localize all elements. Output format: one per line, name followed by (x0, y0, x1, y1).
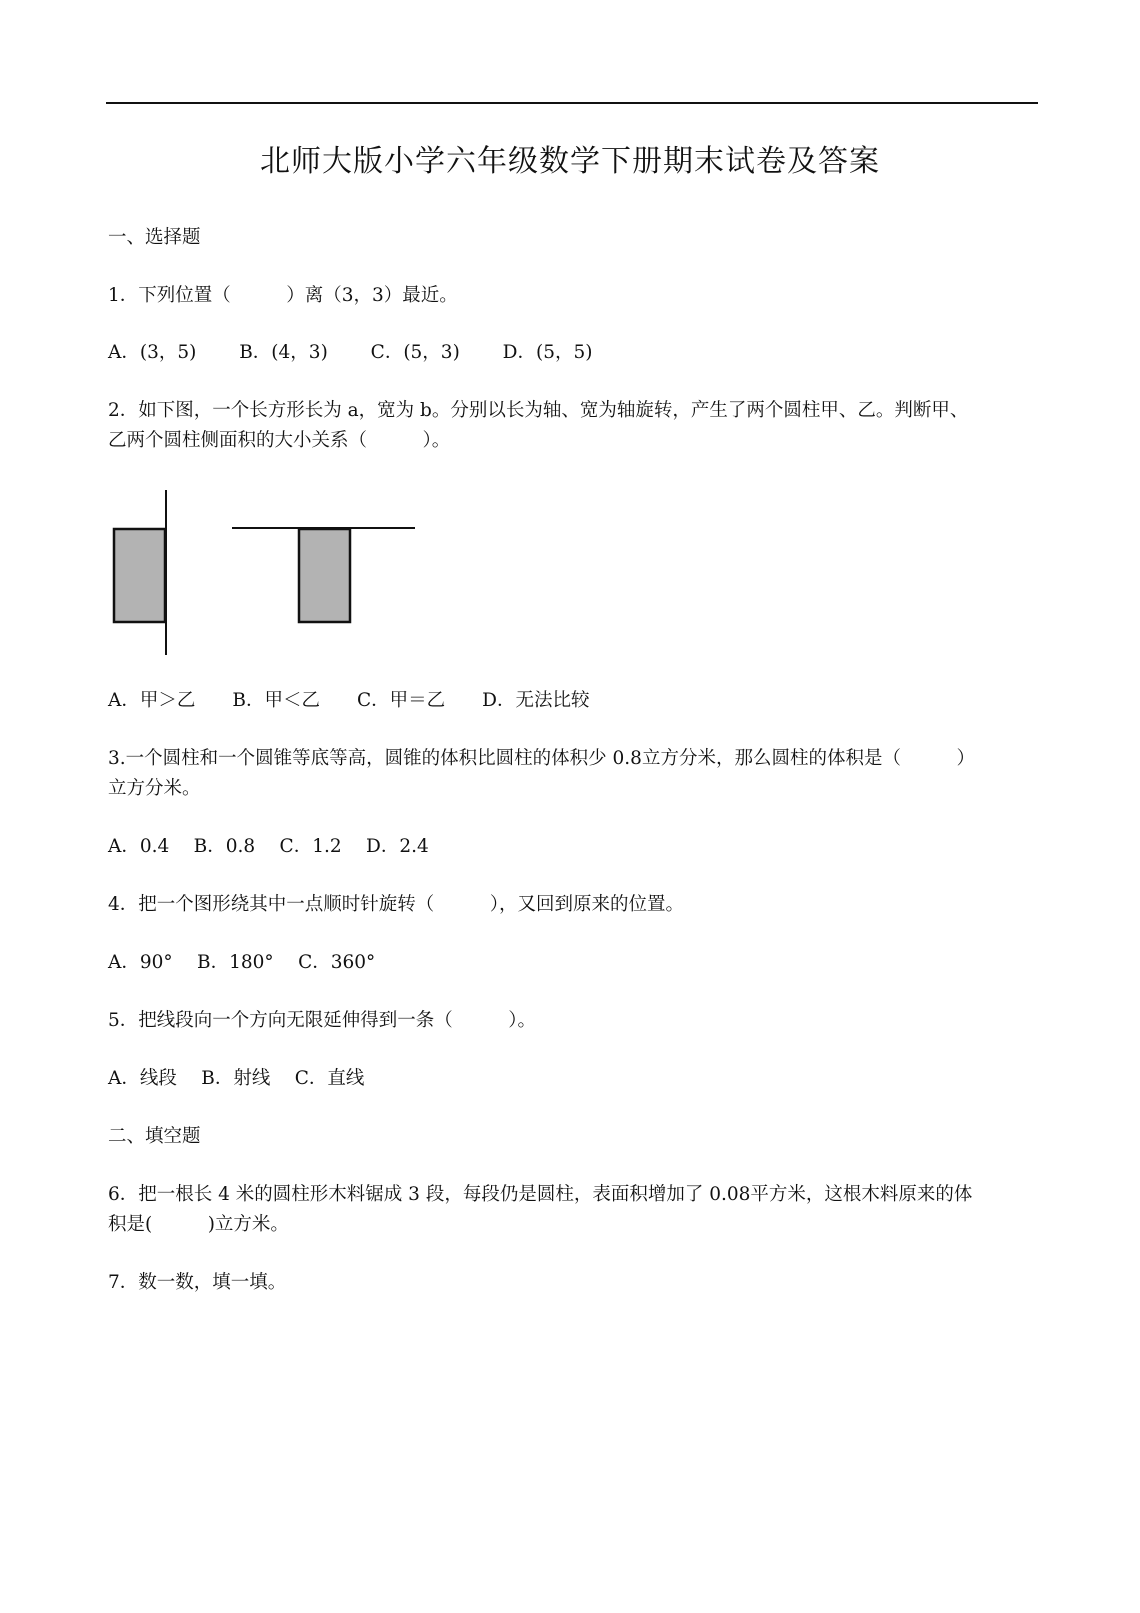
question-7-stem: 7．数一数，填一填。 (108, 1272, 287, 1293)
question-5-options: A．线段 B．射线 C．直线 (108, 1068, 365, 1089)
header-rule (106, 102, 1038, 104)
rotation-figure (108, 490, 428, 660)
question-3-options: A．0.4 B．0.8 C．1.2 D．2.4 (108, 836, 429, 857)
question-6-stem-line1: 6．把一根长 4 米的圆柱形木料锯成 3 段，每段仍是圆柱，表面积增加了 0.08平方米，这根木料原来的体 (108, 1184, 973, 1205)
question-2-options: A．甲＞乙 B．甲＜乙 C．甲＝乙 D．无法比较 (108, 690, 590, 711)
question-2-stem-line2: 乙两个圆柱侧面积的大小关系（ ）。 (108, 430, 451, 451)
question-4-stem: 4．把一个图形绕其中一点顺时针旋转（ ），又回到原来的位置。 (108, 894, 685, 915)
question-1-stem: 1．下列位置（ ）离（3，3）最近。 (108, 285, 458, 306)
question-4-options: A．90° B．180° C．360° (108, 952, 376, 973)
section-heading-choice: 一、选择题 (108, 227, 201, 248)
question-6-stem-line2: 积是( )立方米。 (108, 1214, 289, 1235)
rectangle-a (114, 529, 165, 622)
page-title: 北师大版小学六年级数学下册期末试卷及答案 (260, 144, 880, 179)
question-5-stem: 5．把线段向一个方向无限延伸得到一条（ ）。 (108, 1010, 537, 1031)
question-2-stem-line1: 2．如下图，一个长方形长为 a，宽为 b。分别以长为轴、宽为轴旋转，产生了两个圆柱甲、乙。判断甲、 (108, 400, 969, 421)
question-1-options: A．(3，5) B．(4，3) C．(5，3) D．(5，5) (108, 342, 593, 363)
section-heading-fill: 二、填空题 (108, 1126, 201, 1147)
rectangle-b (299, 529, 350, 622)
question-3-stem-line2: 立方分米。 (108, 778, 201, 799)
question-3-stem-line1: 3.一个圆柱和一个圆锥等底等高，圆锥的体积比圆柱的体积少 0.8立方分米，那么圆柱的体积是（ ） (108, 748, 975, 769)
